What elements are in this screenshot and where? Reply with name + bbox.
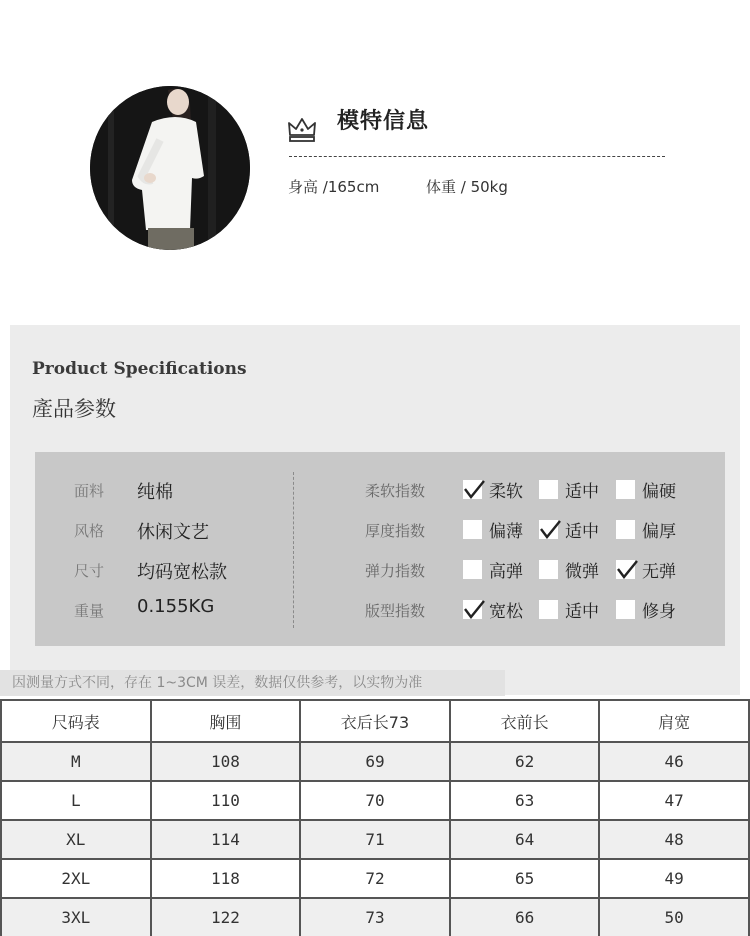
spec-title-en: Product Specifications (32, 359, 247, 379)
table-cell: 63 (450, 781, 600, 820)
table-cell: 73 (300, 898, 450, 936)
table-cell: 62 (450, 742, 600, 781)
elasticity-index-label: 弹力指数 (365, 562, 426, 580)
spec-title-zh: 產品参数 (32, 397, 116, 421)
spec-panel (10, 325, 740, 695)
table-row (1, 859, 749, 898)
elasticity-option-slight: 微弹 (539, 557, 599, 582)
table-cell: 66 (450, 898, 600, 936)
checkbox-checked (539, 520, 558, 539)
table-cell: L (1, 781, 151, 820)
table-cell: 69 (300, 742, 450, 781)
table-header-row (1, 700, 749, 742)
size-value: 均码宽松款 (137, 562, 227, 583)
thickness-option-medium: 适中 (539, 517, 599, 542)
size-table (0, 699, 750, 936)
checkbox (539, 560, 558, 579)
fit-option-slim: 修身 (616, 597, 676, 622)
table-cell: 50 (599, 898, 749, 936)
model-figure-image (90, 86, 250, 250)
checkmark-icon (462, 597, 486, 621)
table-cell: 72 (300, 859, 450, 898)
column-header: 尺码表 (1, 700, 151, 742)
thickness-option-thin: 偏薄 (463, 517, 523, 542)
softness-option-medium: 适中 (539, 477, 599, 502)
table-cell: 122 (151, 898, 301, 936)
thickness-index-label: 厚度指数 (365, 522, 426, 540)
table-cell: 49 (599, 859, 749, 898)
size-label: 尺寸 (74, 562, 105, 580)
checkbox (463, 520, 482, 539)
checkmark-icon (462, 477, 486, 501)
model-height: 身高 /165cm (288, 178, 380, 196)
checkmark-icon (538, 517, 562, 541)
table-cell: 65 (450, 859, 600, 898)
table-cell: 110 (151, 781, 301, 820)
table-row (1, 820, 749, 859)
column-header: 衣后长73 (300, 700, 450, 742)
checkbox-checked (463, 480, 482, 499)
column-divider (293, 472, 294, 628)
style-label: 风格 (74, 522, 105, 540)
table-cell: 118 (151, 859, 301, 898)
table-row (1, 781, 749, 820)
crown-icon (286, 113, 318, 145)
dashed-divider (289, 156, 665, 157)
softness-option-soft: 柔软 (463, 477, 523, 502)
fit-index-label: 版型指数 (365, 602, 426, 620)
checkbox-checked (616, 560, 635, 579)
checkbox (616, 520, 635, 539)
measurement-note: 因测量方式不同，存在 1~3CM 误差，数据仅供参考，以实物为准 (0, 670, 505, 696)
table-cell: 47 (599, 781, 749, 820)
table-cell: 48 (599, 820, 749, 859)
spec-box (35, 452, 725, 646)
checkbox-checked (463, 600, 482, 619)
table-row (1, 742, 749, 781)
table-cell: 64 (450, 820, 600, 859)
table-cell: M (1, 742, 151, 781)
model-info-title: 模特信息 (337, 109, 430, 134)
weight-value: 0.155KG (137, 596, 215, 617)
table-cell: 108 (151, 742, 301, 781)
checkbox (616, 480, 635, 499)
table-cell: 70 (300, 781, 450, 820)
fabric-label: 面料 (74, 482, 105, 500)
table-cell: 2XL (1, 859, 151, 898)
fabric-value: 纯棉 (137, 482, 173, 503)
fit-option-medium: 适中 (539, 597, 599, 622)
table-cell: 71 (300, 820, 450, 859)
style-value: 休闲文艺 (137, 522, 209, 543)
checkbox (539, 480, 558, 499)
fit-option-loose: 宽松 (463, 597, 523, 622)
thickness-option-thick: 偏厚 (616, 517, 676, 542)
table-cell: 3XL (1, 898, 151, 936)
table-cell: 114 (151, 820, 301, 859)
table-row (1, 898, 749, 936)
checkbox (616, 600, 635, 619)
model-photo (90, 86, 250, 250)
column-header: 衣前长 (450, 700, 600, 742)
table-cell: 46 (599, 742, 749, 781)
weight-label: 重量 (74, 602, 105, 620)
model-weight: 体重 / 50kg (426, 178, 508, 196)
column-header: 胸围 (151, 700, 301, 742)
table-cell: XL (1, 820, 151, 859)
checkmark-icon (615, 557, 639, 581)
elasticity-option-none: 无弹 (616, 557, 676, 582)
checkbox (463, 560, 482, 579)
elasticity-option-high: 高弹 (463, 557, 523, 582)
softness-index-label: 柔软指数 (365, 482, 426, 500)
checkbox (539, 600, 558, 619)
column-header: 肩宽 (599, 700, 749, 742)
softness-option-hard: 偏硬 (616, 477, 676, 502)
